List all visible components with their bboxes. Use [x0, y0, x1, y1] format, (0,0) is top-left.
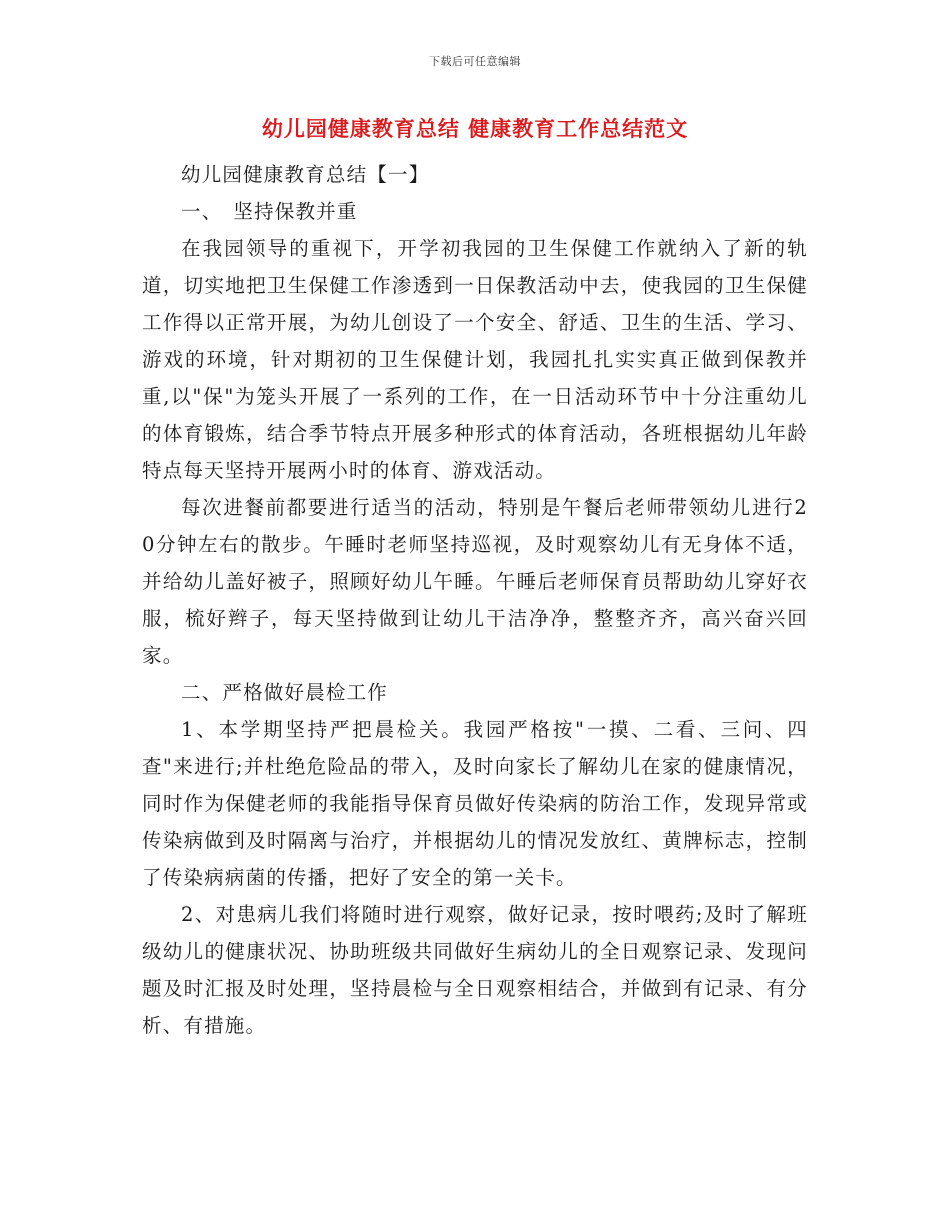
body-paragraph: 1、本学期坚持严把晨检关。我园严格按"一摸、二看、三问、四查"来进行;并杜绝危险品的带入，及时向家长了解幼儿在家的健康情况，同时作为保健老师的我能指导保育员做好传染病的防治工作，发现异常或传染病做到及时隔离与治疗，并根据幼儿的情况发放红、黄牌标志，控制了传染病病菌的传播，把好了安全的第一关卡。	[142, 718, 808, 889]
document-body	[142, 156, 808, 1044]
body-paragraph: 在我园领导的重视下，开学初我园的卫生保健工作就纳入了新的轨道，切实地把卫生保健工作渗透到一日保教活动中去，使我园的卫生保健工作得以正常开展，为幼儿创设了一个安全、舒适、卫生的生活、学习、游戏的环境，针对期初的卫生保健计划，我园扎扎实实真正做到保教并重,以"保"为笼头开展了一系列的工作，在一日活动环节中十分注重幼儿的体育锻炼，结合季节特点开展多种形式的体育活动，各班根据幼儿年龄特点每天坚持开展两小时的体育、游戏活动。	[142, 237, 808, 482]
section-heading-1: 幼儿园健康教育总结【一】	[181, 163, 430, 186]
body-paragraph: 每次进餐前都要进行适当的活动，特别是午餐后老师带领幼儿进行20分钟左右的散步。午睡时老师坚持巡视，及时观察幼儿有无身体不适，并给幼儿盖好被子，照顾好幼儿午睡。午睡后老师保育员帮助幼儿穿好衣服，梳好辫子，每天坚持做到让幼儿干洁净净，整整齐齐，高兴奋兴回家。	[142, 496, 808, 667]
subsection-heading-1: 一、 坚持保教并重	[181, 200, 358, 223]
header-note: 下载后可任意编辑	[429, 55, 521, 68]
body-paragraph: 2、对患病儿我们将随时进行观察，做好记录，按时喂药;及时了解班级幼儿的健康状况、协助班级共同做好生病幼儿的全日观察记录、发现问题及时汇报及时处理，坚持晨检与全日观察相结合，并做到有记录、有分析、有措施。	[142, 903, 808, 1037]
subsection-heading-2: 二、严格做好晨检工作	[181, 681, 389, 704]
document-title: 幼儿园健康教育总结 健康教育工作总结范文	[261, 116, 689, 141]
